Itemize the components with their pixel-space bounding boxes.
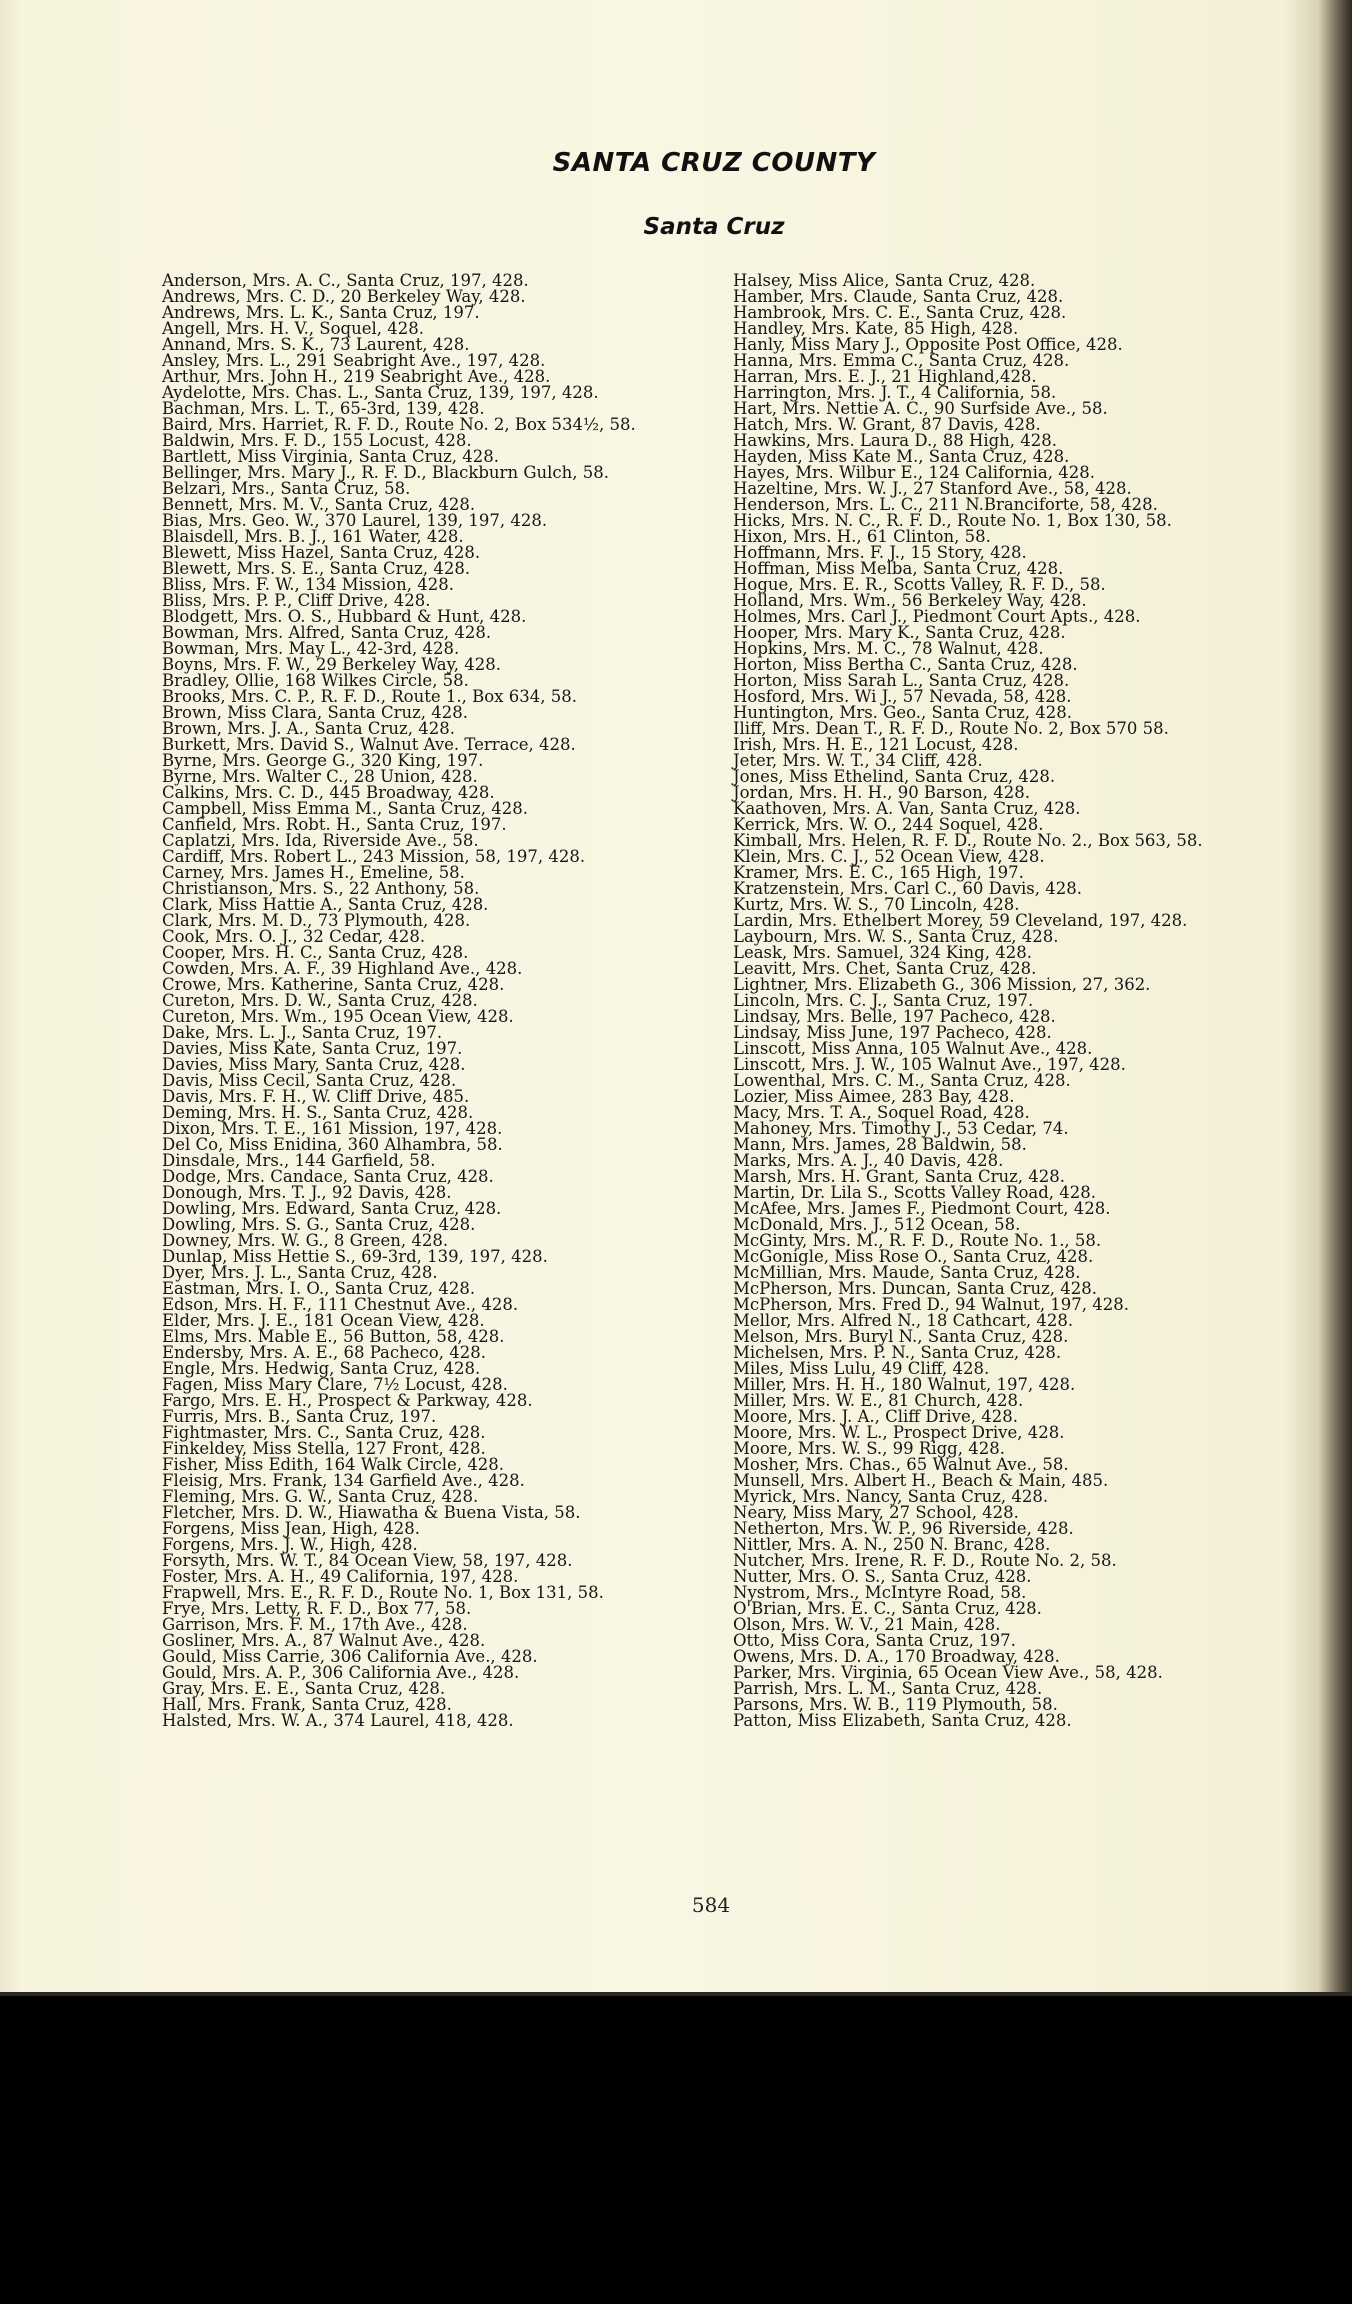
directory-entry: Neary, Miss Mary, 27 School, 428. (733, 1503, 1019, 1522)
directory-entry: Bias, Mrs. Geo. W., 370 Laurel, 139, 197, 428. (162, 511, 548, 530)
directory-entry: Marsh, Mrs. H. Grant, Santa Cruz, 428. (733, 1167, 1066, 1186)
directory-entry: Davis, Miss Cecil, Santa Cruz, 428. (162, 1071, 457, 1090)
left-column (162, 273, 722, 1729)
directory-entry: Hamber, Mrs. Claude, Santa Cruz, 428. (733, 287, 1064, 306)
directory-entry: Elder, Mrs. J. E., 181 Ocean View, 428. (162, 1311, 485, 1330)
directory-entry: Miles, Miss Lulu, 49 Cliff, 428. (733, 1359, 990, 1378)
directory-entry: Davies, Miss Kate, Santa Cruz, 197. (162, 1039, 463, 1058)
directory-entry: Bartlett, Miss Virginia, Santa Cruz, 428. (162, 447, 500, 466)
directory-entry: Mann, Mrs. James, 28 Baldwin, 58. (733, 1135, 1027, 1154)
directory-entry: Furris, Mrs. B., Santa Cruz, 197. (162, 1407, 437, 1426)
directory-entry: Lightner, Mrs. Elizabeth G., 306 Mission, 27, 362. (733, 975, 1151, 994)
directory-entry: Blewett, Mrs. S. E., Santa Cruz, 428. (162, 559, 471, 578)
directory-entry: Del Co, Miss Enidina, 360 Alhambra, 58. (162, 1135, 503, 1154)
directory-entry: Hatch, Mrs. W. Grant, 87 Davis, 428. (733, 415, 1041, 434)
directory-entry: Fleming, Mrs. G. W., Santa Cruz, 428. (162, 1487, 479, 1506)
directory-entry: Blodgett, Mrs. O. S., Hubbard & Hunt, 428. (162, 607, 527, 626)
directory-entry: Hopkins, Mrs. M. C., 78 Walnut, 428. (733, 639, 1044, 658)
directory-entry: Ansley, Mrs. L., 291 Seabright Ave., 197, 428. (162, 351, 546, 370)
directory-entry: Cowden, Mrs. A. F., 39 Highland Ave., 428. (162, 959, 523, 978)
directory-entry: Kratzenstein, Mrs. Carl C., 60 Davis, 428. (733, 879, 1083, 898)
directory-entry: Clark, Mrs. M. D., 73 Plymouth, 428. (162, 911, 471, 930)
directory-entry: Kurtz, Mrs. W. S., 70 Lincoln, 428. (733, 895, 1020, 914)
directory-entry: Harrington, Mrs. J. T., 4 California, 58. (733, 383, 1057, 402)
directory-entry: Cardiff, Mrs. Robert L., 243 Mission, 58, 197, 428. (162, 847, 586, 866)
directory-entry: Fargo, Mrs. E. H., Prospect & Parkway, 428. (162, 1391, 533, 1410)
directory-entry: Fagen, Miss Mary Clare, 7½ Locust, 428. (162, 1375, 508, 1394)
directory-entry: Nutter, Mrs. O. S., Santa Cruz, 428. (733, 1567, 1032, 1586)
directory-entry: O'Brian, Mrs. E. C., Santa Cruz, 428. (733, 1599, 1042, 1618)
directory-entry: Hayes, Mrs. Wilbur E., 124 California, 428. (733, 463, 1095, 482)
directory-entry: Carney, Mrs. James H., Emeline, 58. (162, 863, 465, 882)
directory-entry: Aydelotte, Mrs. Chas. L., Santa Cruz, 139, 197, 428. (162, 383, 599, 402)
directory-entry: Halsey, Miss Alice, Santa Cruz, 428. (733, 271, 1036, 290)
directory-entry: McAfee, Mrs. James F., Piedmont Court, 428. (733, 1199, 1111, 1218)
directory-entry: Gould, Miss Carrie, 306 California Ave., 428. (162, 1647, 538, 1666)
directory-entry: Byrne, Mrs. Walter C., 28 Union, 428. (162, 767, 478, 786)
directory-entry: Linscott, Miss Anna, 105 Walnut Ave., 428. (733, 1039, 1093, 1058)
directory-entry: Otto, Miss Cora, Santa Cruz, 197. (733, 1631, 1016, 1650)
directory-entry: Moore, Mrs. J. A., Cliff Drive, 428. (733, 1407, 1018, 1426)
directory-entry: Hooper, Mrs. Mary K., Santa Cruz, 428. (733, 623, 1066, 642)
directory-entry: Dixon, Mrs. T. E., 161 Mission, 197, 428. (162, 1119, 503, 1138)
directory-entry: Dunlap, Miss Hettie S., 69-3rd, 139, 197, 428. (162, 1247, 548, 1266)
directory-entry: Moore, Mrs. W. L., Prospect Drive, 428. (733, 1423, 1065, 1442)
directory-entry: Hoffmann, Mrs. F. J., 15 Story, 428. (733, 543, 1027, 562)
page-edge-shadow (0, 1992, 1352, 1996)
directory-entry: Lindsay, Mrs. Belle, 197 Pacheco, 428. (733, 1007, 1056, 1026)
directory-entry: Olson, Mrs. W. V., 21 Main, 428. (733, 1615, 1001, 1634)
directory-entry: Hogue, Mrs. E. R., Scotts Valley, R. F. D., 58. (733, 575, 1106, 594)
directory-entry: Miller, Mrs. W. E., 81 Church, 428. (733, 1391, 1024, 1410)
directory-entry: Dake, Mrs. L. J., Santa Cruz, 197. (162, 1023, 443, 1042)
directory-entry: Iliff, Mrs. Dean T., R. F. D., Route No. 2, Box 570 58. (733, 719, 1169, 738)
directory-entry: Bliss, Mrs. F. W., 134 Mission, 428. (162, 575, 454, 594)
directory-entry: Horton, Miss Sarah L., Santa Cruz, 428. (733, 671, 1070, 690)
directory-entry: Eastman, Mrs. I. O., Santa Cruz, 428. (162, 1279, 476, 1298)
directory-entry: Jones, Miss Ethelind, Santa Cruz, 428. (733, 767, 1056, 786)
city-subheading: Santa Cruz (643, 214, 785, 240)
directory-entry: Davies, Miss Mary, Santa Cruz, 428. (162, 1055, 466, 1074)
directory-entry: Angell, Mrs. H. V., Soquel, 428. (162, 319, 424, 338)
right-column (733, 273, 1273, 1729)
directory-entry: Cureton, Mrs. Wm., 195 Ocean View, 428. (162, 1007, 514, 1026)
page-number: 584 (691, 1893, 731, 1917)
directory-entry: Hixon, Mrs. H., 61 Clinton, 58. (733, 527, 991, 546)
directory-entry: McPherson, Mrs. Fred D., 94 Walnut, 197, 428. (733, 1295, 1130, 1314)
directory-entry: Bliss, Mrs. P. P., Cliff Drive, 428. (162, 591, 431, 610)
directory-entry: Parsons, Mrs. W. B., 119 Plymouth, 58. (733, 1695, 1058, 1714)
directory-entry: Brooks, Mrs. C. P., R. F. D., Route 1., Box 634, 58. (162, 687, 577, 706)
directory-entry: Parrish, Mrs. L. M., Santa Cruz, 428. (733, 1679, 1043, 1698)
directory-entry: Dowling, Mrs. Edward, Santa Cruz, 428. (162, 1199, 502, 1218)
directory-entry: Patton, Miss Elizabeth, Santa Cruz, 428. (733, 1711, 1072, 1730)
directory-entry: Hosford, Mrs. Wi J., 57 Nevada, 58, 428. (733, 687, 1072, 706)
directory-entry: Gould, Mrs. A. P., 306 California Ave., 428. (162, 1663, 520, 1682)
directory-entry: Gosliner, Mrs. A., 87 Walnut Ave., 428. (162, 1631, 486, 1650)
directory-entry: Forgens, Miss Jean, High, 428. (162, 1519, 421, 1538)
directory-entry: Leavitt, Mrs. Chet, Santa Cruz, 428. (733, 959, 1037, 978)
directory-entry: Mahoney, Mrs. Timothy J., 53 Cedar, 74. (733, 1119, 1069, 1138)
directory-entry: Bennett, Mrs. M. V., Santa Cruz, 428. (162, 495, 476, 514)
directory-entry: Lindsay, Miss June, 197 Pacheco, 428. (733, 1023, 1052, 1042)
directory-entry: Holmes, Mrs. Carl J., Piedmont Court Apts., 428. (733, 607, 1141, 626)
directory-entry: Lozier, Miss Aimee, 283 Bay, 428. (733, 1087, 1015, 1106)
directory-entry: Nystrom, Mrs., McIntyre Road, 58. (733, 1583, 1027, 1602)
directory-entry: Lardin, Mrs. Ethelbert Morey, 59 Cleveland, 197, 428. (733, 911, 1188, 930)
directory-entry: Byrne, Mrs. George G., 320 King, 197. (162, 751, 484, 770)
directory-entry: Melson, Mrs. Buryl N., Santa Cruz, 428. (733, 1327, 1069, 1346)
directory-entry: Anderson, Mrs. A. C., Santa Cruz, 197, 428. (162, 271, 529, 290)
directory-entry: Handley, Mrs. Kate, 85 High, 428. (733, 319, 1019, 338)
directory-entry: Hanly, Miss Mary J., Opposite Post Office, 428. (733, 335, 1123, 354)
directory-entry: Campbell, Miss Emma M., Santa Cruz, 428. (162, 799, 528, 818)
directory-entry: Holland, Mrs. Wm., 56 Berkeley Way, 428. (733, 591, 1087, 610)
directory-entry: Cook, Mrs. O. J., 32 Cedar, 428. (162, 927, 426, 946)
directory-entry: Linscott, Mrs. J. W., 105 Walnut Ave., 197, 428. (733, 1055, 1126, 1074)
directory-entry: Christianson, Mrs. S., 22 Anthony, 58. (162, 879, 480, 898)
directory-entry: Arthur, Mrs. John H., 219 Seabright Ave., 428. (162, 367, 551, 386)
directory-entry: Michelsen, Mrs. P. N., Santa Cruz, 428. (733, 1343, 1062, 1362)
directory-entry: Halsted, Mrs. W. A., 374 Laurel, 418, 428. (162, 1711, 514, 1730)
directory-entry: Bellinger, Mrs. Mary J., R. F. D., Blackburn Gulch, 58. (162, 463, 609, 482)
directory-entry: Hawkins, Mrs. Laura D., 88 High, 428. (733, 431, 1058, 450)
directory-entry: Crowe, Mrs. Katherine, Santa Cruz, 428. (162, 975, 505, 994)
directory-entry: Forgens, Mrs. J. W., High, 428. (162, 1535, 418, 1554)
directory-entry: Myrick, Mrs. Nancy, Santa Cruz, 428. (733, 1487, 1049, 1506)
directory-entry: Baird, Mrs. Harriet, R. F. D., Route No. 2, Box 534½, 58. (162, 415, 636, 434)
directory-entry: Brown, Mrs. J. A., Santa Cruz, 428. (162, 719, 455, 738)
county-heading: SANTA CRUZ COUNTY (552, 148, 876, 178)
directory-entry: Huntington, Mrs. Geo., Santa Cruz, 428. (733, 703, 1073, 722)
directory-entry: Lincoln, Mrs. C. J., Santa Cruz, 197. (733, 991, 1034, 1010)
directory-entry: McGinty, Mrs. M., R. F. D., Route No. 1., 58. (733, 1231, 1102, 1250)
directory-entry: Frapwell, Mrs. E., R. F. D., Route No. 1, Box 131, 58. (162, 1583, 604, 1602)
directory-entry: Fightmaster, Mrs. C., Santa Cruz, 428. (162, 1423, 486, 1442)
directory-entry: Brown, Miss Clara, Santa Cruz, 428. (162, 703, 469, 722)
directory-entry: Calkins, Mrs. C. D., 445 Broadway, 428. (162, 783, 495, 802)
directory-entry: Marks, Mrs. A. J., 40 Davis, 428. (733, 1151, 1004, 1170)
directory-entry: Boyns, Mrs. F. W., 29 Berkeley Way, 428. (162, 655, 501, 674)
directory-entry: Mellor, Mrs. Alfred N., 18 Cathcart, 428. (733, 1311, 1074, 1330)
directory-entry: Forsyth, Mrs. W. T., 84 Ocean View, 58, 197, 428. (162, 1551, 573, 1570)
directory-entry: Engle, Mrs. Hedwig, Santa Cruz, 428. (162, 1359, 481, 1378)
directory-entry: Hoffman, Miss Melba, Santa Cruz, 428. (733, 559, 1064, 578)
directory-entry: Canfield, Mrs. Robt. H., Santa Cruz, 197. (162, 815, 507, 834)
directory-entry: Kimball, Mrs. Helen, R. F. D., Route No. 2., Box 563, 58. (733, 831, 1203, 850)
directory-entry: Leask, Mrs. Samuel, 324 King, 428. (733, 943, 1032, 962)
directory-entry: Hicks, Mrs. N. C., R. F. D., Route No. 1, Box 130, 58. (733, 511, 1172, 530)
directory-entry: Henderson, Mrs. L. C., 211 N.Branciforte, 58, 428. (733, 495, 1158, 514)
directory-entry: Blaisdell, Mrs. B. J., 161 Water, 428. (162, 527, 464, 546)
directory-entry: Dyer, Mrs. J. L., Santa Cruz, 428. (162, 1263, 438, 1282)
directory-entry: Hambrook, Mrs. C. E., Santa Cruz, 428. (733, 303, 1067, 322)
directory-entry: Macy, Mrs. T. A., Soquel Road, 428. (733, 1103, 1030, 1122)
directory-entry: Clark, Miss Hattie A., Santa Cruz, 428. (162, 895, 489, 914)
directory-entry: Lowenthal, Mrs. C. M., Santa Cruz, 428. (733, 1071, 1071, 1090)
directory-entry: Klein, Mrs. C. J., 52 Ocean View, 428. (733, 847, 1045, 866)
directory-entry: Cureton, Mrs. D. W., Santa Cruz, 428. (162, 991, 478, 1010)
directory-entry: Owens, Mrs. D. A., 170 Broadway, 428. (733, 1647, 1060, 1666)
directory-entry: Martin, Dr. Lila S., Scotts Valley Road, 428. (733, 1183, 1097, 1202)
directory-entry: Fisher, Miss Edith, 164 Walk Circle, 428. (162, 1455, 505, 1474)
directory-entry: Fletcher, Mrs. D. W., Hiawatha & Buena Vista, 58. (162, 1503, 581, 1522)
directory-entry: Elms, Mrs. Mable E., 56 Button, 58, 428. (162, 1327, 505, 1346)
directory-entry: Kaathoven, Mrs. A. Van, Santa Cruz, 428. (733, 799, 1081, 818)
directory-entry: Hayden, Miss Kate M., Santa Cruz, 428. (733, 447, 1070, 466)
directory-entry: Gray, Mrs. E. E., Santa Cruz, 428. (162, 1679, 446, 1698)
scan-background (0, 1992, 1352, 2304)
directory-entry: Munsell, Mrs. Albert H., Beach & Main, 485. (733, 1471, 1109, 1490)
directory-entry: Baldwin, Mrs. F. D., 155 Locust, 428. (162, 431, 472, 450)
directory-entry: Miller, Mrs. H. H., 180 Walnut, 197, 428. (733, 1375, 1076, 1394)
directory-entry: Kerrick, Mrs. W. O., 244 Soquel, 428. (733, 815, 1044, 834)
directory-entry: Downey, Mrs. W. G., 8 Green, 428. (162, 1231, 449, 1250)
directory-entry: Netherton, Mrs. W. P., 96 Riverside, 428. (733, 1519, 1074, 1538)
directory-entry: Deming, Mrs. H. S., Santa Cruz, 428. (162, 1103, 474, 1122)
directory-entry: Nittler, Mrs. A. N., 250 N. Branc, 428. (733, 1535, 1051, 1554)
directory-entry: Cooper, Mrs. H. C., Santa Cruz, 428. (162, 943, 469, 962)
directory-entry: Foster, Mrs. A. H., 49 California, 197, 428. (162, 1567, 519, 1586)
directory-entry: Bachman, Mrs. L. T., 65-3rd, 139, 428. (162, 399, 485, 418)
directory-entry: Bradley, Ollie, 168 Wilkes Circle, 58. (162, 671, 469, 690)
directory-entry: Nutcher, Mrs. Irene, R. F. D., Route No. 2, 58. (733, 1551, 1117, 1570)
directory-entry: McDonald, Mrs. J., 512 Ocean, 58. (733, 1215, 1021, 1234)
directory-entry: Frye, Mrs. Letty, R. F. D., Box 77, 58. (162, 1599, 472, 1618)
directory-entry: Fleisig, Mrs. Frank, 134 Garfield Ave., 428. (162, 1471, 525, 1490)
directory-entry: Andrews, Mrs. C. D., 20 Berkeley Way, 428. (162, 287, 526, 306)
directory-entry: Hart, Mrs. Nettie A. C., 90 Surfside Ave., 58. (733, 399, 1108, 418)
directory-entry: Hanna, Mrs. Emma C., Santa Cruz, 428. (733, 351, 1070, 370)
directory-entry: Bowman, Mrs. May L., 42-3rd, 428. (162, 639, 460, 658)
directory-entry: Donough, Mrs. T. J., 92 Davis, 428. (162, 1183, 452, 1202)
directory-entry: Blewett, Miss Hazel, Santa Cruz, 428. (162, 543, 481, 562)
directory-entry: Laybourn, Mrs. W. S., Santa Cruz, 428. (733, 927, 1059, 946)
directory-entry: Davis, Mrs. F. H., W. Cliff Drive, 485. (162, 1087, 470, 1106)
directory-entry: McPherson, Mrs. Duncan, Santa Cruz, 428. (733, 1279, 1097, 1298)
directory-entry: Hall, Mrs. Frank, Santa Cruz, 428. (162, 1695, 452, 1714)
directory-entry: Finkeldey, Miss Stella, 127 Front, 428. (162, 1439, 486, 1458)
directory-entry: Dodge, Mrs. Candace, Santa Cruz, 428. (162, 1167, 494, 1186)
directory-entry: McMillian, Mrs. Maude, Santa Cruz, 428. (733, 1263, 1081, 1282)
directory-entry: Endersby, Mrs. A. E., 68 Pacheco, 428. (162, 1343, 486, 1362)
directory-entry: Moore, Mrs. W. S., 99 Rigg, 428. (733, 1439, 1005, 1458)
directory-entry: Bowman, Mrs. Alfred, Santa Cruz, 428. (162, 623, 492, 642)
directory-entry: Irish, Mrs. H. E., 121 Locust, 428. (733, 735, 1019, 754)
directory-entry: Horton, Miss Bertha C., Santa Cruz, 428. (733, 655, 1078, 674)
directory-entry: Mosher, Mrs. Chas., 65 Walnut Ave., 58. (733, 1455, 1069, 1474)
directory-entry: Andrews, Mrs. L. K., Santa Cruz, 197. (162, 303, 480, 322)
directory-entry: Belzari, Mrs., Santa Cruz, 58. (162, 479, 411, 498)
directory-entry: Kramer, Mrs. E. C., 165 High, 197. (733, 863, 1024, 882)
directory-entry: Burkett, Mrs. David S., Walnut Ave. Terrace, 428. (162, 735, 576, 754)
directory-entry: Caplatzi, Mrs. Ida, Riverside Ave., 58. (162, 831, 479, 850)
directory-entry: McGonigle, Miss Rose O., Santa Cruz, 428. (733, 1247, 1094, 1266)
directory-entry: Jeter, Mrs. W. T., 34 Cliff, 428. (733, 751, 983, 770)
directory-entry: Jordan, Mrs. H. H., 90 Barson, 428. (733, 783, 1031, 802)
directory-entry: Edson, Mrs. H. F., 111 Chestnut Ave., 428. (162, 1295, 519, 1314)
directory-entry: Dinsdale, Mrs., 144 Garfield, 58. (162, 1151, 436, 1170)
directory-entry: Annand, Mrs. S. K., 73 Laurent, 428. (162, 335, 470, 354)
directory-entry: Harran, Mrs. E. J., 21 Highland,428. (733, 367, 1037, 386)
directory-entry: Hazeltine, Mrs. W. J., 27 Stanford Ave., 58, 428. (733, 479, 1132, 498)
directory-entry: Parker, Mrs. Virginia, 65 Ocean View Ave., 58, 428. (733, 1663, 1163, 1682)
directory-entry: Garrison, Mrs. F. M., 17th Ave., 428. (162, 1615, 468, 1634)
directory-entry: Dowling, Mrs. S. G., Santa Cruz, 428. (162, 1215, 476, 1234)
